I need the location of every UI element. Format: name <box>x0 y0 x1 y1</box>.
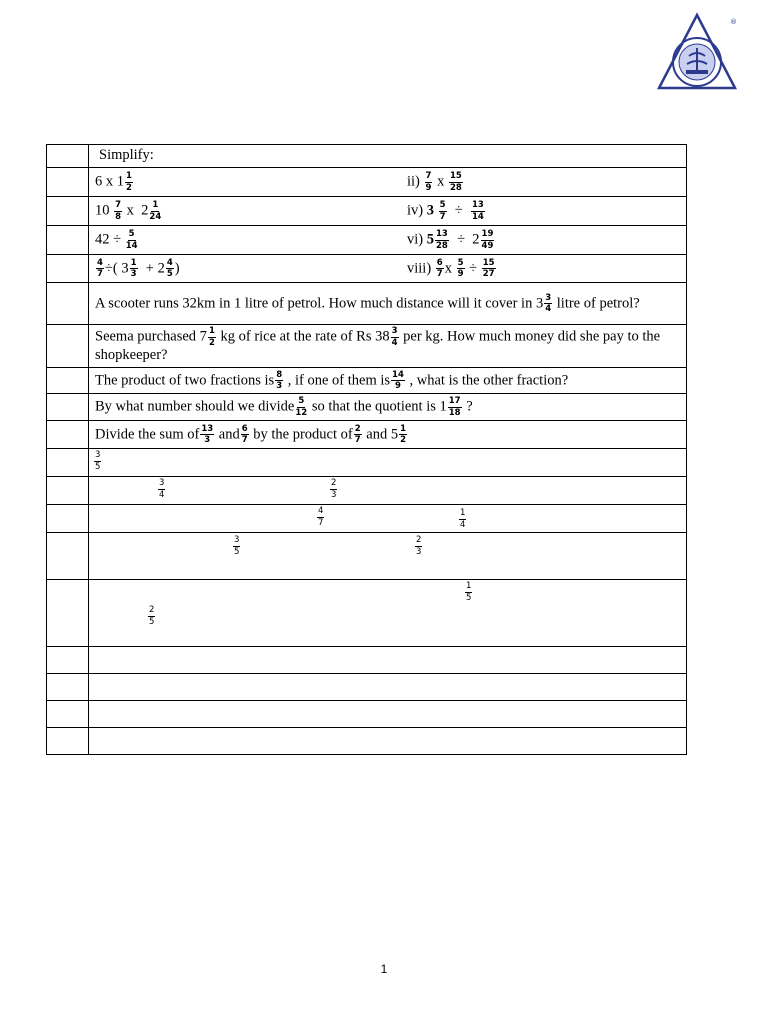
stray-row-4: $\frac{3}{5}$ $\frac{2}{3}$ <box>89 533 687 580</box>
svg-text:®: ® <box>730 18 737 26</box>
empty-row <box>89 701 687 728</box>
q1-row-3 <box>89 226 687 255</box>
q1-vi: vi) 5 $\frac{13}{28}$ ÷ 2 $\frac{19}{49}$ <box>407 229 494 251</box>
q1-viii: viii) $\frac{6}{7}$ x $\frac{5}{9}$ ÷ $\frac{15}{27}$ <box>407 257 495 279</box>
q5: By what number should we divide $\frac{5}{12}$ so that the quotient is 1 $\frac{17}{18}$ ? <box>89 394 687 421</box>
page-number: 1 <box>380 962 388 976</box>
stray-row-5: $\frac{1}{5}$ $\frac{2}{5}$ <box>89 580 687 647</box>
school-emblem-icon <box>656 12 738 92</box>
empty-row <box>89 728 687 755</box>
q6: Divide the sum of $\frac{13}{3}$ and $\frac{6}{7}$ by the product of $\frac{2}{7}$ and 5 $\frac{1}{2}$ <box>89 421 687 449</box>
row-number-cell <box>47 145 89 168</box>
q1-row-4 <box>89 255 687 283</box>
worksheet-table <box>46 144 687 755</box>
q1-row-1 <box>89 168 687 197</box>
q1-iii: 10 $\frac{7}{8}$ x 2 $\frac{1}{24}$ <box>95 200 162 222</box>
q1-i: 6 x 1 $\frac{1}{2}$ <box>95 171 132 193</box>
stray-row-2: $\frac{3}{4}$ $\frac{2}{3}$ <box>89 477 687 505</box>
stray-row-1: $\frac{3}{5}$ <box>89 449 687 477</box>
empty-row <box>89 674 687 701</box>
q4: The product of two fractions is $\frac{8}{3}$ , if one of them is $\frac{14}{9}$ , what is the other fraction? <box>89 368 687 394</box>
q1-row-2 <box>89 197 687 226</box>
q2: A scooter runs 32km in 1 litre of petrol. How much distance will it cover in 3 $\frac{3}{4}$ litre of petrol? <box>89 283 687 325</box>
q1-ii: ii) $\frac{7}{9}$ x $\frac{15}{28}$ <box>407 171 462 193</box>
stray-row-3: $\frac{4}{7}$ $\frac{1}{4}$ <box>89 505 687 533</box>
q1-heading: Simplify: <box>89 145 687 168</box>
q3: Seema purchased 7 $\frac{1}{2}$ kg of rice at the rate of Rs 38 $\frac{3}{4}$ per kg. How much money did she pay to the shopkeeper? <box>89 325 687 368</box>
q1-vii: $\frac{4}{7}$ ÷( 3 $\frac{1}{3}$ + 2 $\frac{4}{5}$ ) <box>97 257 180 279</box>
q1-v: 42 ÷ $\frac{5}{14}$ <box>95 229 138 251</box>
q1-iv: iv) 3 $\frac{5}{7}$ ÷ $\frac{13}{14}$ <box>407 200 484 222</box>
empty-row <box>89 647 687 674</box>
